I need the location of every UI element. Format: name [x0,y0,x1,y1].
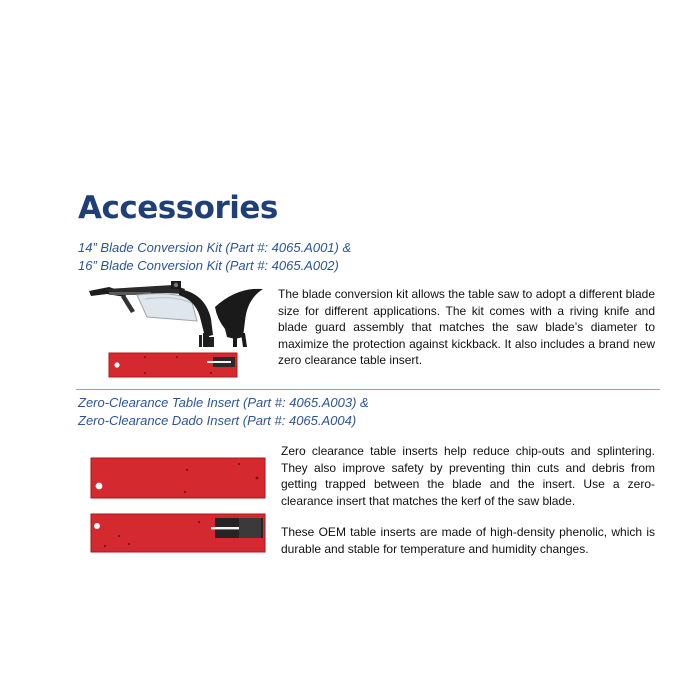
zero-clearance-insert-title [78,394,369,430]
zero-clearance-inserts-image [89,456,267,556]
section-title-line: Zero-Clearance Table Insert (Part #: 4065.A003) & [78,395,369,410]
section-title-line: 14” Blade Conversion Kit (Part #: 4065.A001) & [78,240,352,255]
zero-clearance-table-insert [91,458,265,498]
blade-guard-assembly [89,281,214,347]
section-divider [76,389,660,390]
blade-conversion-kit-title [78,239,351,275]
phenolic-material-description: These OEM table inserts are made of high-density phenolic, which is durable and stable for temperature and humidity changes. [281,525,655,556]
blade-conversion-kit-image [87,277,269,387]
zero-clearance-dado-insert [91,514,265,552]
riving-knife [215,289,263,347]
blade-conversion-kit-description: The blade conversion kit allows the table saw to adopt a different blade size for different applications. The kit comes with a riving knife and blade guard assembly that matches the saw blade’s diameter to maximize the protection against kickback. It also includes a brand new zero clearance table insert. [278,287,655,368]
section-title-line: Zero-Clearance Dado Insert (Part #: 4065.A004) [78,413,357,428]
table-insert-small [109,353,237,377]
zero-clearance-insert-description: Zero clearance table inserts help reduce chip-outs and splintering. They also improve safety by preventing thin cuts and debris from getting trapped between the blade and the insert. Use a zero-clearance insert that matches the kerf of the saw blade. [281,444,655,508]
page-title: Accessories [78,190,278,226]
section-title-line: 16” Blade Conversion Kit (Part #: 4065.A002) [78,258,339,273]
